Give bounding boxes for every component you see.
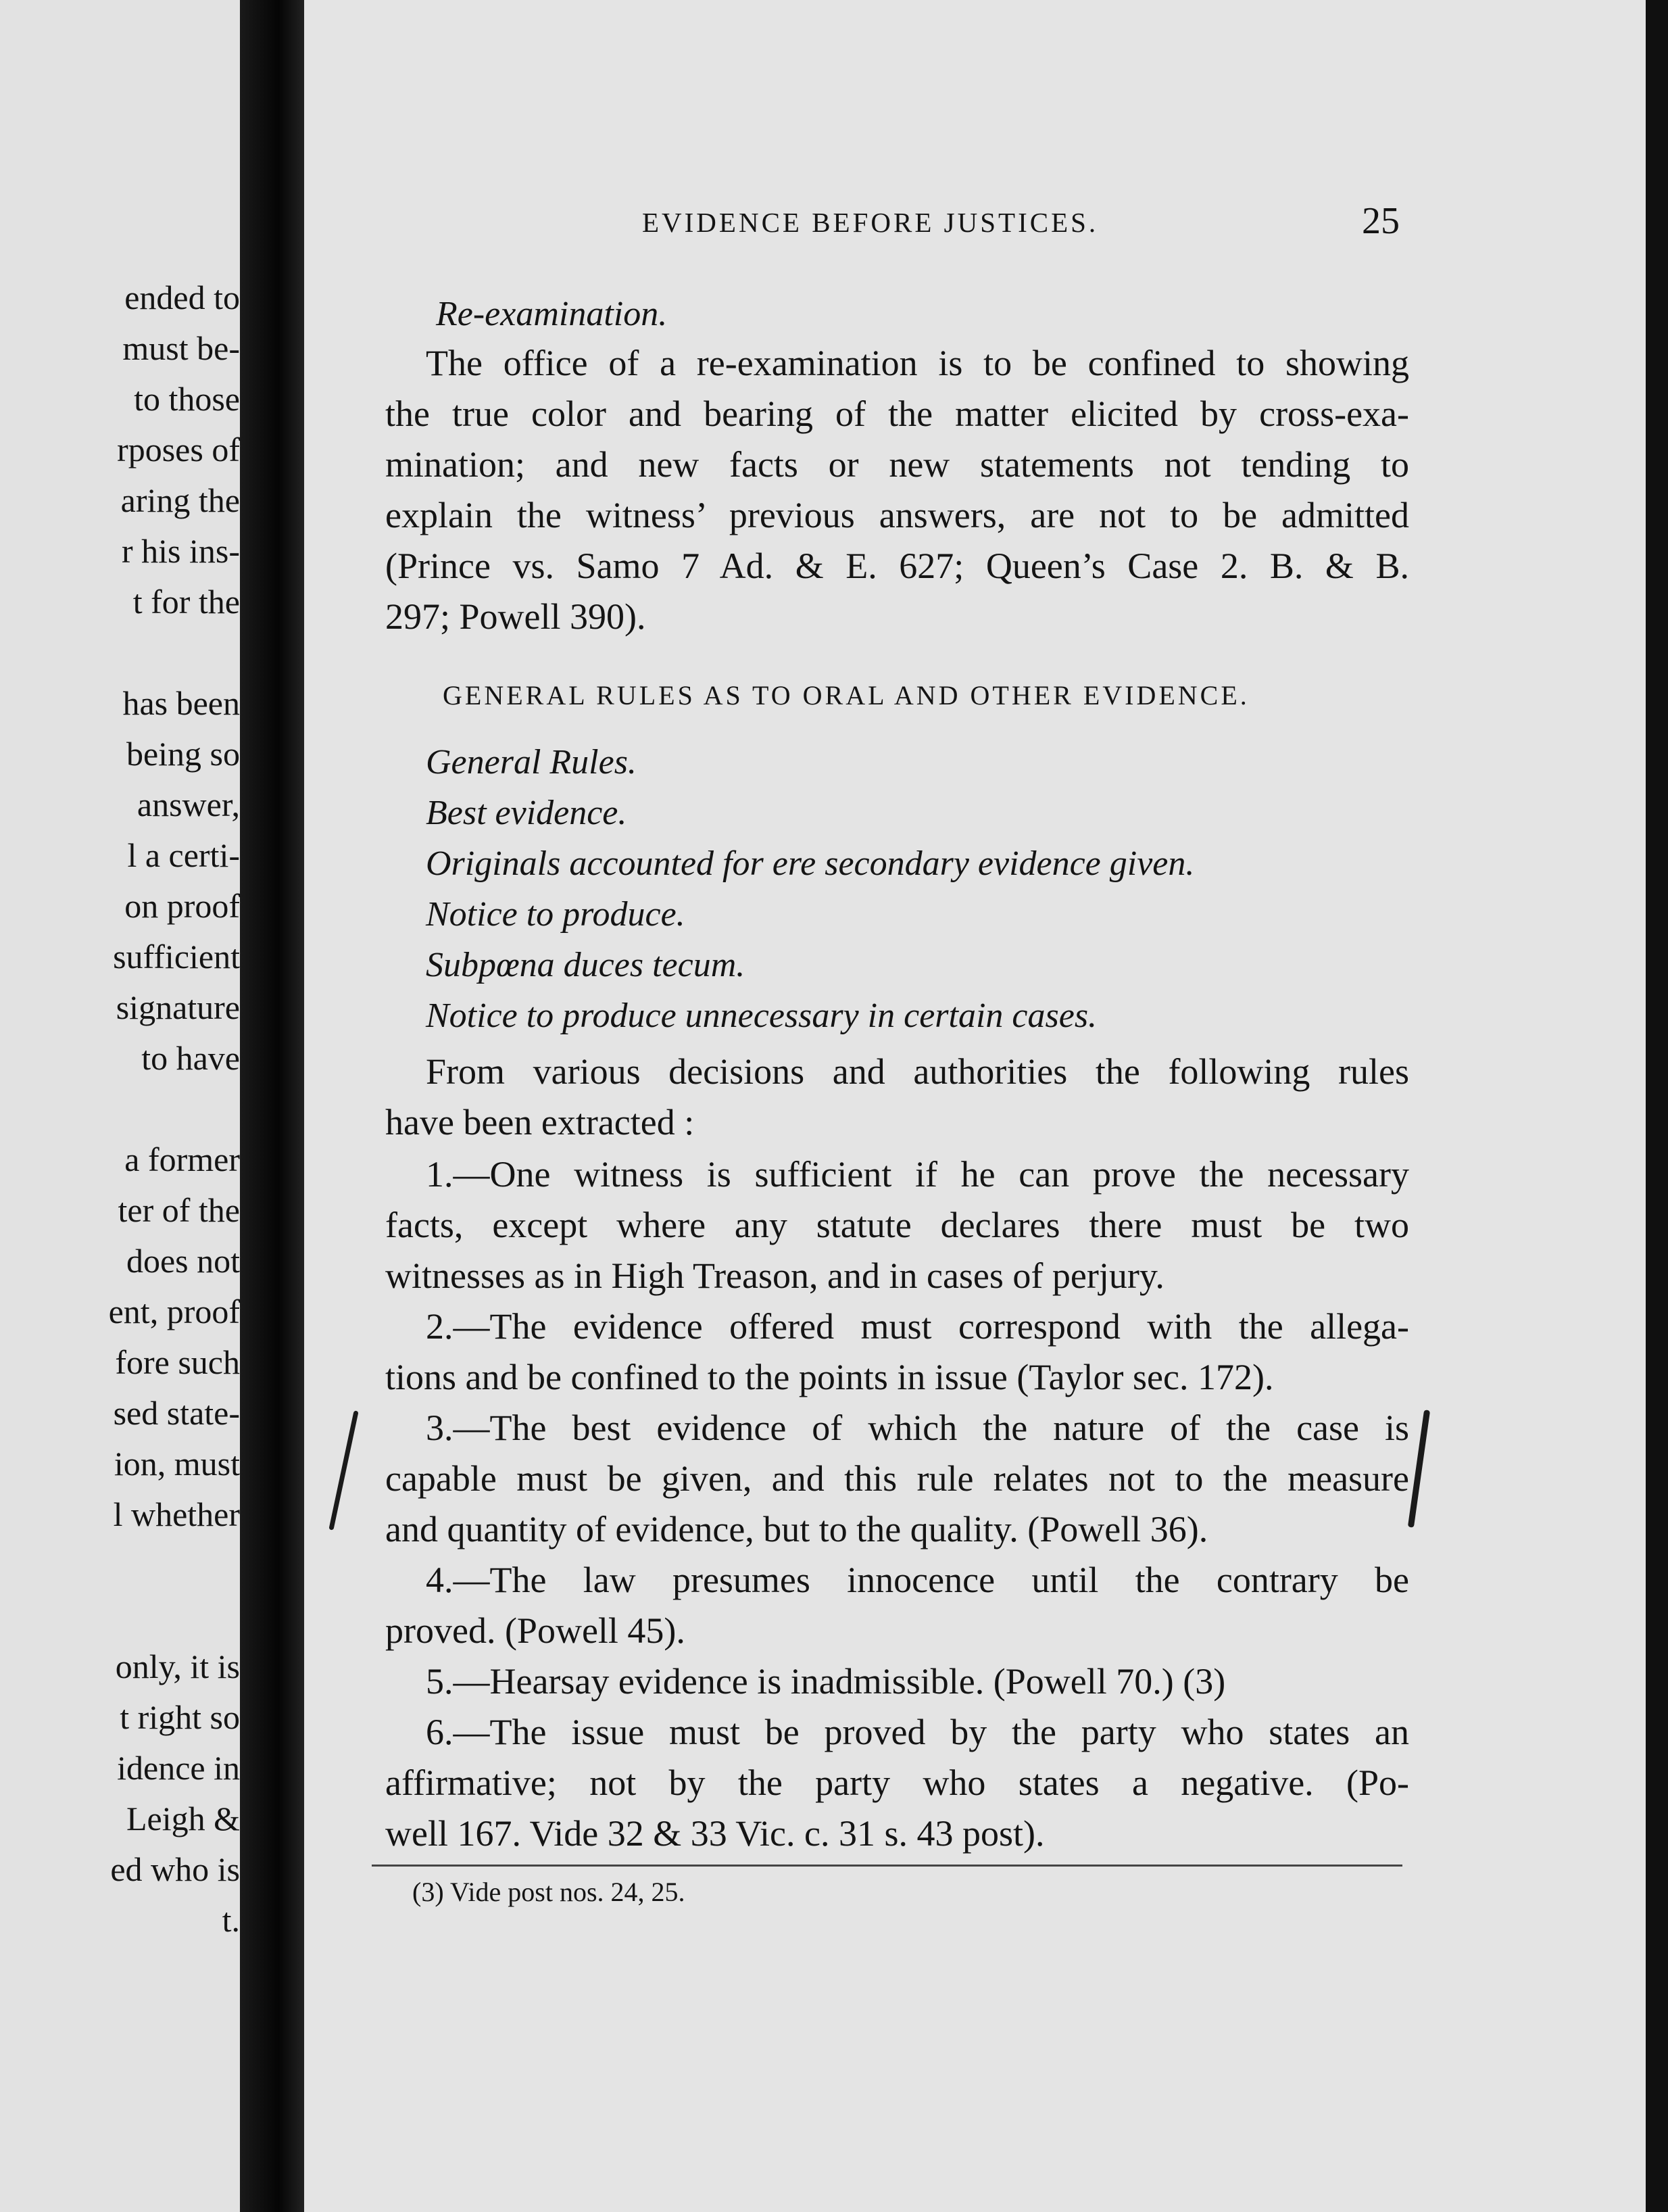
facing-page-line: r his ins- <box>122 532 240 570</box>
facing-page-line: signature <box>116 988 240 1026</box>
rule-line: capable must be given, and this rule relates not to the measure <box>385 1458 1409 1499</box>
running-title: EVIDENCE BEFORE JUSTICES. <box>642 207 1099 238</box>
rule-line: 5.—Hearsay evidence is inadmissible. (Powell 70.) (3) <box>426 1661 1226 1702</box>
rule-line: well 167. Vide 32 & 33 Vic. c. 31 s. 43 post). <box>385 1813 1045 1854</box>
facing-page-line: ent, proof <box>108 1293 240 1330</box>
facing-page-line: ion, must <box>114 1445 240 1483</box>
facing-page-line: sufficient <box>113 938 240 976</box>
facing-page-line: fore such <box>115 1343 240 1381</box>
facing-page-line: ed who is <box>110 1850 240 1888</box>
facing-page-line: to those <box>134 380 240 418</box>
facing-page-line: aring the <box>120 481 240 519</box>
footnote: (3) Vide post nos. 24, 25. <box>412 1877 685 1907</box>
rule-line: tions and be confined to the points in issue (Taylor sec. 172). <box>385 1357 1274 1397</box>
paragraph-line: (Prince vs. Samo 7 Ad. & E. 627; Queen’s Case 2. B. & B. <box>385 546 1409 586</box>
section-title: GENERAL RULES AS TO ORAL AND OTHER EVIDENCE. <box>443 680 1250 711</box>
italic-heading: General Rules. <box>426 743 637 782</box>
facing-page-line: ended to <box>124 279 240 316</box>
paragraph-line: From various decisions and authorities the following rules <box>426 1051 1409 1092</box>
facing-page-line: must be- <box>122 329 240 367</box>
reexamination-heading: Re-examination. <box>436 295 668 333</box>
italic-heading: Subpœna duces tecum. <box>426 946 745 984</box>
facing-page-line: t. <box>222 1901 240 1939</box>
facing-page-fragment <box>0 0 240 2212</box>
rule-line: 3.—The best evidence of which the nature of the case is <box>426 1408 1409 1448</box>
facing-page-line: l whether <box>113 1495 240 1533</box>
facing-page-line: only, it is <box>115 1648 240 1685</box>
paragraph-line: have been extracted : <box>385 1102 695 1143</box>
paragraph-line: explain the witness’ previous answers, are not to be admitted <box>385 495 1409 535</box>
rule-line: affirmative; not by the party who states a negative. (Po- <box>385 1762 1409 1803</box>
facing-page-line: to have <box>141 1039 240 1077</box>
facing-page-line: t right so <box>120 1698 240 1736</box>
rule-line: facts, except where any statute declares there must be two <box>385 1205 1409 1245</box>
facing-page-line: a former <box>124 1140 240 1178</box>
facing-page-line: on proof <box>124 887 240 925</box>
rule-line: witnesses as in High Treason, and in cases of perjury. <box>385 1255 1164 1296</box>
rule-line: 4.—The law presumes innocence until the contrary be <box>426 1560 1409 1600</box>
paragraph-line: The office of a re-examination is to be confined to showing <box>426 343 1409 383</box>
italic-heading: Notice to produce. <box>426 895 685 934</box>
book-gutter <box>240 0 304 2212</box>
rule-line: 1.—One witness is sufficient if he can prove the necessary <box>426 1154 1409 1195</box>
paragraph-line: mination; and new facts or new statements not tending to <box>385 444 1409 485</box>
rule-line: proved. (Powell 45). <box>385 1610 685 1651</box>
facing-page-line: has been <box>122 684 240 722</box>
facing-page-line: rposes of <box>117 431 240 468</box>
facing-page-line: l a certi- <box>127 836 240 874</box>
facing-page-line: does not <box>126 1242 240 1280</box>
italic-heading: Notice to produce unnecessary in certain cases. <box>426 996 1098 1035</box>
paragraph-line: the true color and bearing of the matter elicited by cross-exa- <box>385 393 1409 434</box>
facing-page-line: ter of the <box>118 1191 240 1229</box>
rule-line: 2.—The evidence offered must correspond with the allega- <box>426 1306 1409 1347</box>
italic-heading: Originals accounted for ere secondary evidence given. <box>426 844 1195 883</box>
facing-page-line: being so <box>126 735 240 773</box>
italic-heading: Best evidence. <box>426 794 627 832</box>
page-number: 25 <box>1362 200 1400 242</box>
paragraph-line: 297; Powell 390). <box>385 596 646 637</box>
footnote-rule <box>372 1865 1402 1867</box>
facing-page-line: sed state- <box>113 1394 240 1432</box>
rule-line: and quantity of evidence, but to the quality. (Powell 36). <box>385 1509 1208 1549</box>
facing-page-line: answer, <box>137 786 240 823</box>
facing-page-line: Leigh & <box>126 1800 240 1837</box>
rule-line: 6.—The issue must be proved by the party who states an <box>426 1712 1409 1752</box>
page-edge <box>1646 0 1668 2212</box>
facing-page-line: idence in <box>117 1749 240 1787</box>
facing-page-line: t for the <box>132 583 240 621</box>
